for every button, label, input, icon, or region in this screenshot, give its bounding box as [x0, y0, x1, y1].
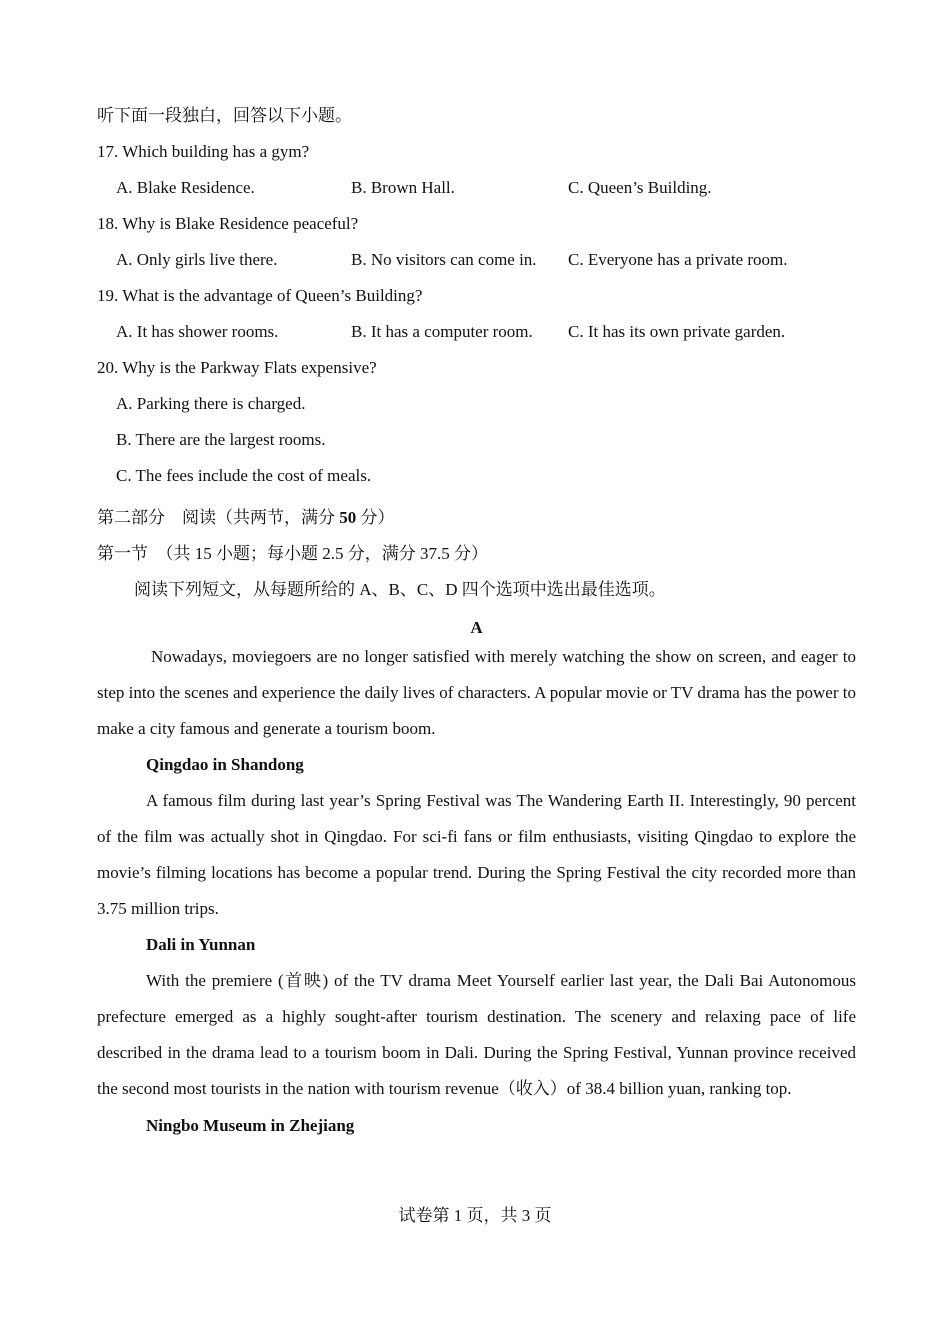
section-heading: 第一节 （共 15 小题；每小题 2.5 分，满分 37.5 分） — [97, 544, 488, 563]
option-c: C. Everyone has a private room. — [568, 250, 788, 269]
reading-part-heading — [97, 500, 856, 536]
page-content — [97, 98, 856, 1144]
option-c: C. The fees include the cost of meals. — [116, 466, 372, 485]
question-19: 19. What is the advantage of Queen’s Building? — [97, 286, 423, 305]
question-19-options — [97, 314, 856, 350]
section-heading-ningbo: Ningbo Museum in Zhejiang — [146, 1116, 355, 1135]
question-20: 20. Why is the Parkway Flats expensive? — [97, 358, 377, 377]
option-a: A. It has shower rooms. — [116, 322, 279, 341]
section-text-dali: With the premiere (首映) of the TV drama Meet Yourself earlier last year, the Dali Bai Autonomous prefecture emerged as a highly sought-after tourism destination. The scenery and relaxing pace of life described in the drama lead to a tourism boom in Dali. During the Spring Festival, Yunnan province received the second most tourists in the nation with tourism revenue（收入）of 38.4 billion yuan, ranking top. — [97, 971, 856, 1098]
section-heading-qingdao: Qingdao in Shandong — [146, 755, 304, 774]
page-footer: 试卷第 1 页，共 3 页 — [398, 1206, 552, 1225]
section-heading-dali: Dali in Yunnan — [146, 935, 256, 954]
option-a: A. Parking there is charged. — [116, 394, 306, 413]
section-text-qingdao: A famous film during last year’s Spring Festival was The Wandering Earth II. Interestingly, 90 percent of the film was actually shot in Qingdao. For sci-fi fans or film enthusiasts, visiting Qingdao to explore the movie’s filming locations has become a popular trend. During the Spring Festival the city recorded more than 3.75 million trips. — [97, 791, 856, 918]
question-17-options — [97, 170, 856, 206]
option-b: B. No visitors can come in. — [351, 250, 537, 269]
intro-paragraph: Nowadays, moviegoers are no longer satisfied with merely watching the show on screen, and eager to step into the scenes and experience the daily lives of characters. A popular movie or TV drama has the power to make a city famous and generate a tourism boom. — [97, 647, 856, 738]
option-b: B. It has a computer room. — [351, 322, 533, 341]
option-a: A. Blake Residence. — [116, 178, 255, 197]
part-heading-suffix: 分） — [356, 508, 395, 527]
question-17: 17. Which building has a gym? — [97, 142, 310, 161]
question-18-options — [97, 242, 856, 278]
reading-instruction: 阅读下列短文，从每题所给的 A、B、C、D 四个选项中选出最佳选项。 — [134, 580, 666, 599]
option-b: B. Brown Hall. — [351, 178, 455, 197]
passage-label: A — [470, 618, 483, 637]
part-score: 50 — [339, 508, 357, 527]
listening-instruction: 听下面一段独白，回答以下小题。 — [97, 106, 352, 125]
question-18: 18. Why is Blake Residence peaceful? — [97, 214, 359, 233]
option-c: C. It has its own private garden. — [568, 322, 786, 341]
option-b: B. There are the largest rooms. — [116, 430, 326, 449]
part-heading-prefix: 第二部分 阅读（共两节，满分 — [97, 508, 340, 527]
option-a: A. Only girls live there. — [116, 250, 278, 269]
option-c: C. Queen’s Building. — [568, 178, 712, 197]
